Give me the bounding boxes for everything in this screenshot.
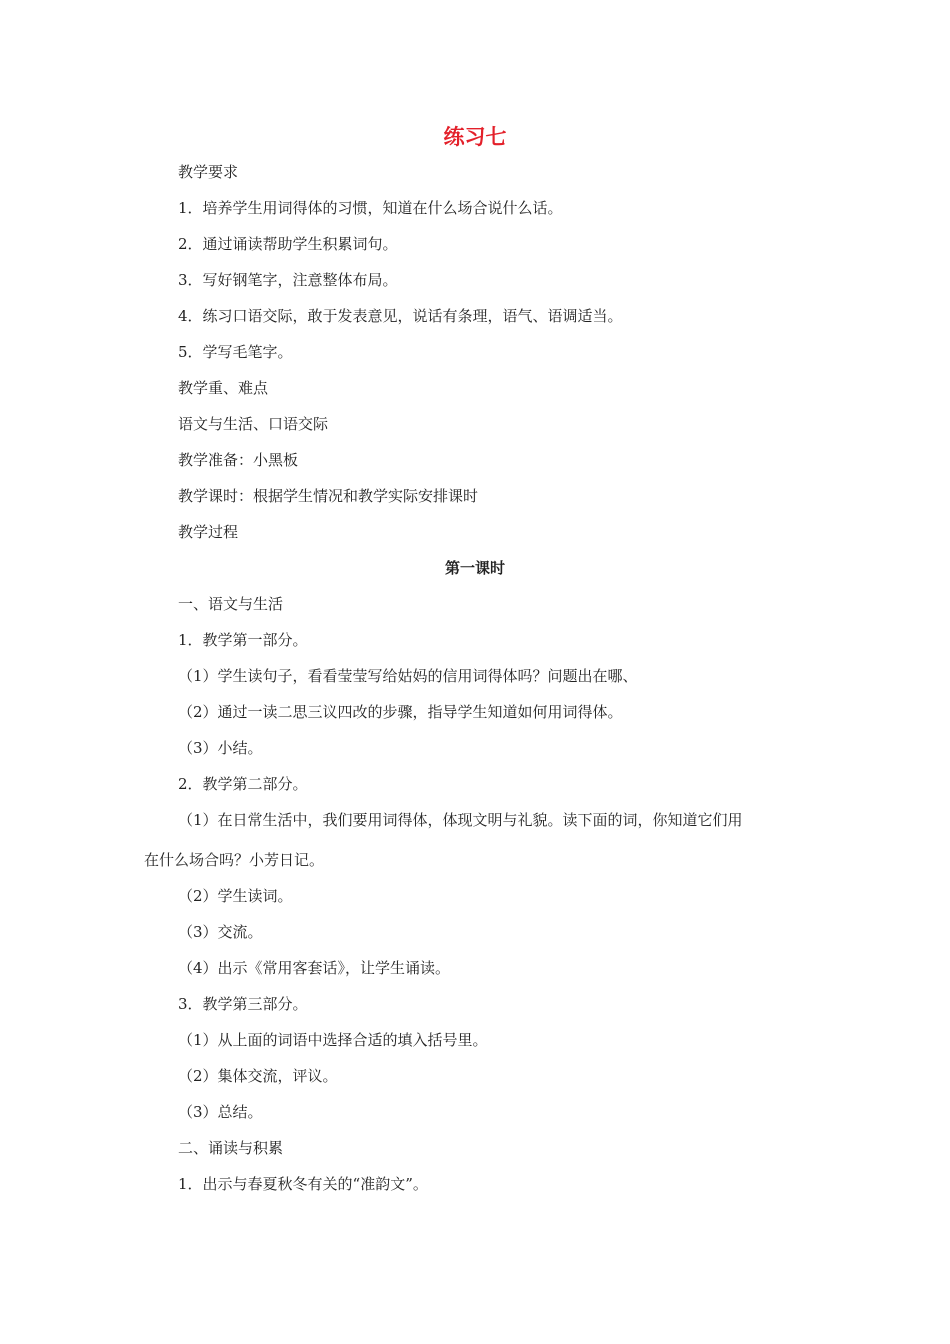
text-line: 教学要求 xyxy=(178,163,239,181)
text-line: 4．练习口语交际，敢于发表意见，说话有条理，语气、语调适当。 xyxy=(178,307,623,325)
text-line: 教学过程 xyxy=(178,523,239,541)
text-line: 一、语文与生活 xyxy=(178,595,284,613)
text-line: 1．教学第一部分。 xyxy=(178,631,308,649)
text-line: （1）在日常生活中，我们要用词得体，体现文明与礼貌。读下面的词，你知道它们用 xyxy=(178,811,743,829)
text-line: （2）集体交流，评议。 xyxy=(178,1067,338,1085)
text-line: （3）交流。 xyxy=(178,923,263,941)
text-line: （3）总结。 xyxy=(178,1103,263,1121)
text-line: 教学准备：小黑板 xyxy=(178,451,299,469)
text-line: 1．培养学生用词得体的习惯，知道在什么场合说什么话。 xyxy=(178,199,563,217)
text-line: 3．写好钢笔字，注意整体布局。 xyxy=(178,271,398,289)
text-line: 教学课时：根据学生情况和教学实际安排课时 xyxy=(178,487,479,505)
text-line: 1．出示与春夏秋冬有关的“准韵文”。 xyxy=(178,1175,428,1193)
text-line: 语文与生活、口语交际 xyxy=(178,415,329,433)
text-line: 二、诵读与积累 xyxy=(178,1139,284,1157)
text-line: （4）出示《常用客套话》，让学生诵读。 xyxy=(178,959,451,977)
section-heading: 第一课时 xyxy=(444,559,505,577)
text-line: 教学重、难点 xyxy=(178,379,269,397)
text-line: 3．教学第三部分。 xyxy=(178,995,308,1013)
document-title: 练习七 xyxy=(443,124,507,149)
text-line: 5．学写毛笔字。 xyxy=(178,343,293,361)
text-line: （2）学生读词。 xyxy=(178,887,293,905)
text-line: 2．教学第二部分。 xyxy=(178,775,308,793)
text-line: （1）学生读句子，看看莹莹写给姑妈的信用词得体吗？问题出在哪、 xyxy=(178,667,638,685)
text-line: 2．通过诵读帮助学生积累词句。 xyxy=(178,235,398,253)
text-line: 在什么场合吗？小芳日记。 xyxy=(144,851,325,869)
text-line: （2）通过一读二思三议四改的步骤，指导学生知道如何用词得体。 xyxy=(178,703,623,721)
text-line: （1）从上面的词语中选择合适的填入括号里。 xyxy=(178,1031,488,1049)
text-line: （3）小结。 xyxy=(178,739,263,757)
